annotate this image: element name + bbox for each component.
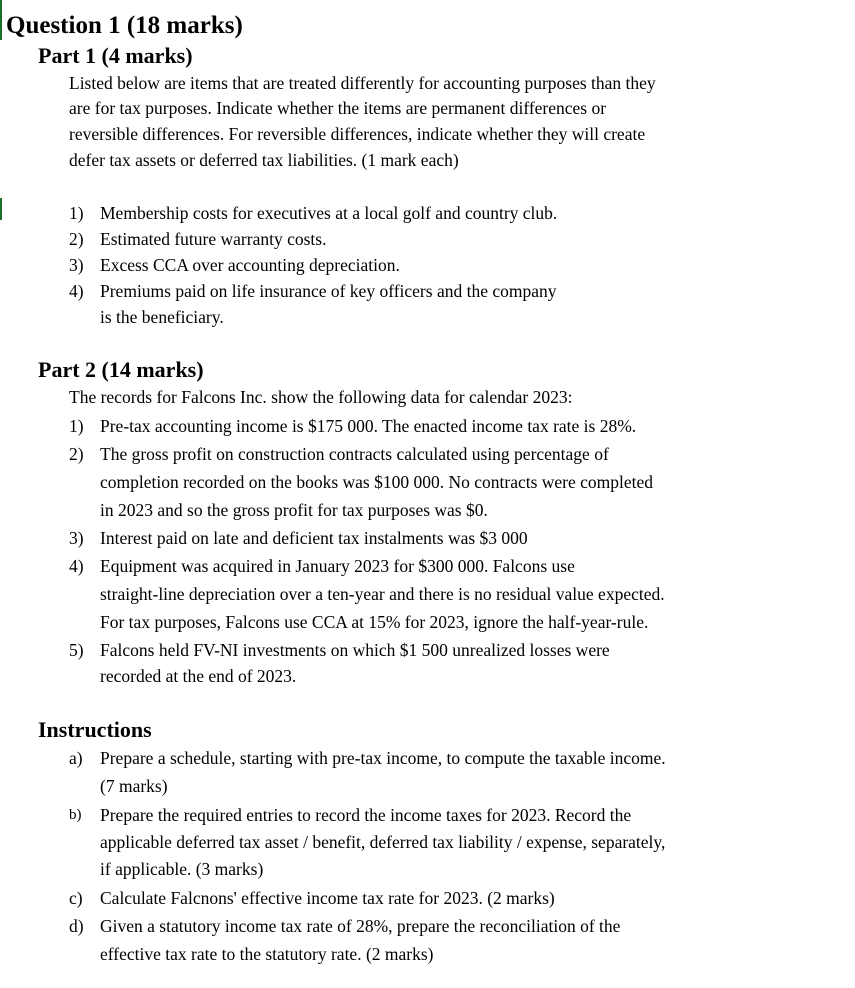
margin-marker [0, 198, 2, 220]
list-number: 2) [69, 229, 84, 249]
list-item-continuation: For tax purposes, Falcons use CCA at 15% for 2023, ignore the half-year-rule. [100, 612, 649, 632]
part1-title: Part 1 (4 marks) [38, 43, 193, 68]
list-item-continuation: recorded at the end of 2023. [100, 666, 297, 686]
instruction-continuation: (7 marks) [100, 776, 168, 796]
instruction-item: Calculate Falcnons' effective income tax rate for 2023. (2 marks) [100, 888, 555, 908]
list-letter: b) [69, 807, 82, 823]
instruction-item: Given a statutory income tax rate of 28%, prepare the reconciliation of the [100, 916, 621, 936]
list-number: 2) [69, 444, 84, 464]
part2-intro: The records for Falcons Inc. show the following data for calendar 2023: [69, 387, 573, 407]
list-item: Membership costs for executives at a local golf and country club. [100, 203, 558, 223]
list-item: Falcons held FV-NI investments on which $1 500 unrealized losses were [100, 640, 610, 660]
list-letter: a) [69, 748, 83, 768]
instructions-title: Instructions [38, 717, 152, 742]
list-number: 1) [69, 416, 84, 436]
margin-marker [0, 0, 2, 40]
list-item: Equipment was acquired in January 2023 for $300 000. Falcons use [100, 556, 575, 576]
list-number: 5) [69, 640, 84, 660]
list-item-continuation: is the beneficiary. [100, 307, 224, 327]
part1-intro-line: defer tax assets or deferred tax liabilities. (1 mark each) [69, 150, 459, 170]
list-number: 4) [69, 556, 84, 576]
part2-title: Part 2 (14 marks) [38, 357, 204, 382]
question-title: Question 1 (18 marks) [6, 12, 243, 39]
part1-intro-line: Listed below are items that are treated differently for accounting purposes than they [69, 73, 656, 93]
instruction-item: Prepare a schedule, starting with pre-tax income, to compute the taxable income. [100, 748, 666, 768]
list-item-continuation: straight-line depreciation over a ten-year and there is no residual value expected. [100, 584, 665, 604]
list-item: Excess CCA over accounting depreciation. [100, 255, 400, 275]
part1-intro-line: are for tax purposes. Indicate whether the items are permanent differences or [69, 98, 607, 118]
list-letter: c) [69, 888, 83, 908]
part1-intro-line: reversible differences. For reversible differences, indicate whether they will create [69, 124, 646, 144]
instruction-continuation: effective tax rate to the statutory rate. (2 marks) [100, 944, 434, 964]
list-item: Premiums paid on life insurance of key officers and the company [100, 281, 557, 301]
list-number: 1) [69, 203, 84, 223]
list-item: Pre-tax accounting income is $175 000. The enacted income tax rate is 28%. [100, 416, 637, 436]
list-number: 3) [69, 255, 84, 275]
list-number: 4) [69, 281, 84, 301]
list-item: Estimated future warranty costs. [100, 229, 327, 249]
instruction-continuation: if applicable. (3 marks) [100, 859, 264, 879]
list-number: 3) [69, 528, 84, 548]
list-item-continuation: in 2023 and so the gross profit for tax purposes was $0. [100, 500, 488, 520]
list-letter: d) [69, 916, 84, 936]
instruction-item: Prepare the required entries to record the income taxes for 2023. Record the [100, 805, 632, 825]
list-item-continuation: completion recorded on the books was $100 000. No contracts were completed [100, 472, 654, 492]
instruction-continuation: applicable deferred tax asset / benefit, deferred tax liability / expense, separately, [100, 832, 666, 852]
list-item: The gross profit on construction contracts calculated using percentage of [100, 444, 609, 464]
list-item: Interest paid on late and deficient tax instalments was $3 000 [100, 528, 528, 548]
